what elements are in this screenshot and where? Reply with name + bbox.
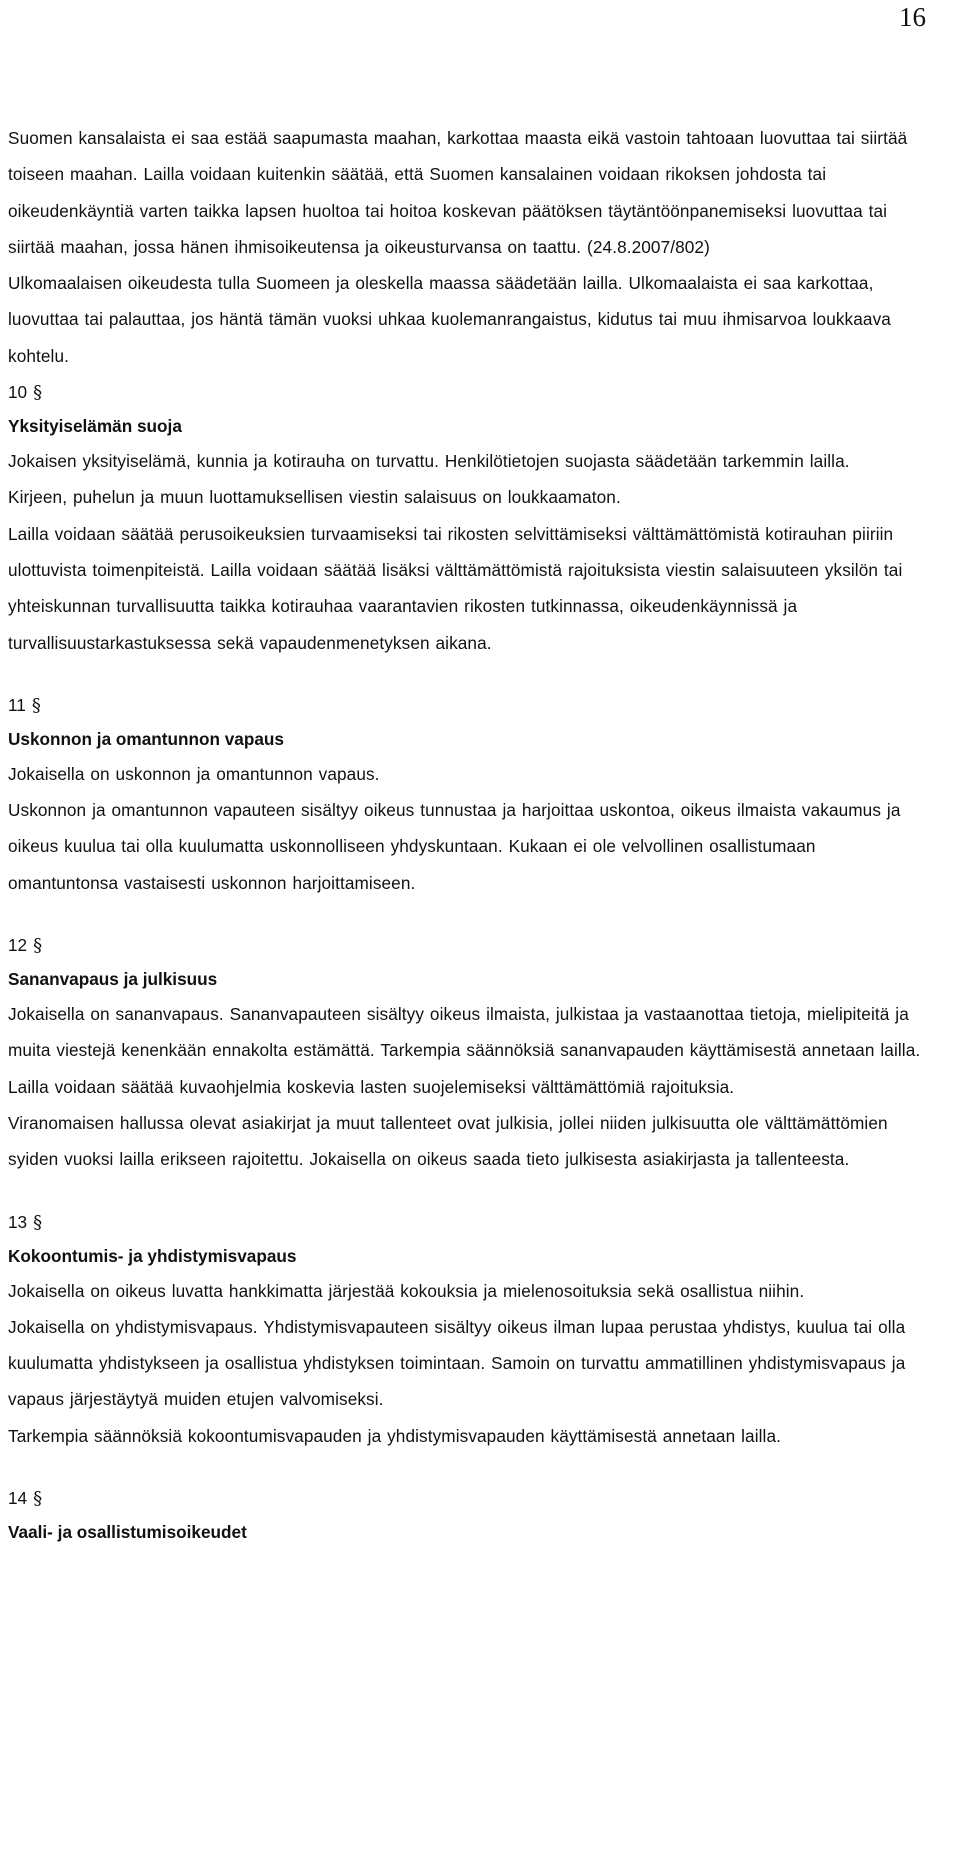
section-title: Vaali- ja osallistumisoikeudet (8, 1522, 247, 1543)
section-number-value: 13 (8, 1211, 28, 1232)
section-title: Yksityiselämän suoja (8, 416, 182, 437)
section-number (8, 374, 928, 410)
section-title: Uskonnon ja omantunnon vapaus (8, 728, 284, 749)
section-number-value: 10 (8, 382, 28, 403)
section-symbol-icon: § (33, 1488, 43, 1510)
section-14 (8, 1480, 928, 1549)
section-paragraph: Jokaisella on sananvapaus. Sananvapauteen sisältyy oikeus ilmaista, julkistaa ja vastaanottaa tietoja, mielipiteitä ja muita viestejä kenenkään ennakolta estämättä. Tarkempia säännöksiä sananvapauden käyttämisestä annetaan lailla. Lailla voidaan säätää kuvaohjelmia koskevia lasten suojelemiseksi välttämättömiä rajoituksia. (8, 1004, 921, 1097)
section-paragraph: Viranomaisen hallussa olevat asiakirjat ja muut tallenteet ovat julkisia, jollei niiden julkisuutta ole välttämättömien syiden vuoksi lailla erikseen rajoitettu. Jokaisella on oikeus saada tieto julkisesta asiakirjasta ja tallenteesta. (8, 1112, 888, 1170)
intro-paragraph: Suomen kansalaista ei saa estää saapumasta maahan, karkottaa maasta eikä vastoin tahtoaan luovuttaa tai siirtää toiseen maahan. Lailla voidaan kuitenkin säätää, että Suomen kansalainen voidaan rikoksen johdosta tai oikeudenkäyntiä varten taikka lapsen huoltoa tai hoitoa koskevan päätöksen täytäntöönpanemiseksi luovuttaa tai siirtää maahan, jossa hänen ihmisoikeutensa ja oikeusturvansa on taattu. (24.8.2007/802) (8, 128, 908, 257)
section-paragraph: Lailla voidaan säätää perusoikeuksien turvaamiseksi tai rikosten selvittämiseksi välttämättömistä kotirauhan piiriin ulottuvista toimenpiteistä. Lailla voidaan säätää lisäksi välttämättömistä rajoituksista viestin salaisuuteen yksilön tai yhteiskunnan turvallisuutta taikka kotirauhaa vaarantavien rikosten tutkinnassa, oikeudenkäynnissä ja turvallisuustarkastuksessa sekä vapaudenmenetyksen aikana. (8, 523, 903, 653)
section-symbol-icon: § (33, 1211, 43, 1233)
section-13 (8, 1204, 928, 1454)
section-paragraph: Jokaisella on uskonnon ja omantunnon vapaus. (8, 763, 380, 784)
section-paragraph: Jokaisen yksityiselämä, kunnia ja kotirauha on turvattu. Henkilötietojen suojasta säädetään tarkemmin lailla. (8, 451, 850, 472)
section-number (8, 1204, 928, 1240)
section-number (8, 1480, 928, 1516)
section-12 (8, 927, 928, 1177)
page-number: 16 (899, 2, 926, 32)
section-number-value: 14 (8, 1488, 28, 1509)
document-body (8, 120, 928, 1549)
section-title: Kokoontumis- ja yhdistymisvapaus (8, 1245, 297, 1266)
section-symbol-icon: § (33, 382, 43, 404)
section-number (8, 687, 928, 723)
section-paragraph: Kirjeen, puhelun ja muun luottamuksellisen viestin salaisuus on loukkaamaton. (8, 487, 621, 508)
section-paragraph: Jokaisella on yhdistymisvapaus. Yhdistymisvapauteen sisältyy oikeus ilman lupaa perustaa yhdistys, kuulua tai olla kuulumatta yhdistykseen ja osallistua yhdistyksen toimintaan. Samoin on turvattu ammatillinen yhdistymisvapaus ja vapaus järjestäytyä muiden etujen valvomiseksi. (8, 1316, 906, 1410)
section-symbol-icon: § (31, 694, 41, 716)
section-paragraph: Jokaisella on oikeus luvatta hankkimatta järjestää kokouksia ja mielenosoituksia sekä osallistua niihin. (8, 1280, 805, 1301)
section-number (8, 927, 928, 963)
section-number-value: 12 (8, 935, 28, 956)
section-paragraph: Uskonnon ja omantunnon vapauteen sisältyy oikeus tunnustaa ja harjoittaa uskontoa, oikeus ilmaista vakaumus ja oikeus kuulua tai olla kuulumatta uskonnolliseen yhdyskuntaan. Kukaan ei ole velvollinen osallistumaan omantuntonsa vastaisesti uskonnon harjoittamiseen. (8, 800, 901, 893)
section-paragraph: Tarkempia säännöksiä kokoontumisvapauden ja yhdistymisvapauden käyttämisestä annetaan lailla. (8, 1425, 781, 1446)
section-title: Sananvapaus ja julkisuus (8, 969, 218, 990)
intro-paragraph: Ulkomaalaisen oikeudesta tulla Suomeen ja oleskella maassa säädetään lailla. Ulkomaalaista ei saa karkottaa, luovuttaa tai palauttaa, jos häntä tämän vuoksi uhkaa kuolemanrangaistus, kidutus tai muu ihmisarvoa loukkaava kohtelu. (8, 273, 891, 366)
section-symbol-icon: § (33, 935, 43, 957)
section-10 (8, 374, 928, 661)
section-11 (8, 687, 928, 901)
section-number-value: 11 (8, 694, 26, 715)
